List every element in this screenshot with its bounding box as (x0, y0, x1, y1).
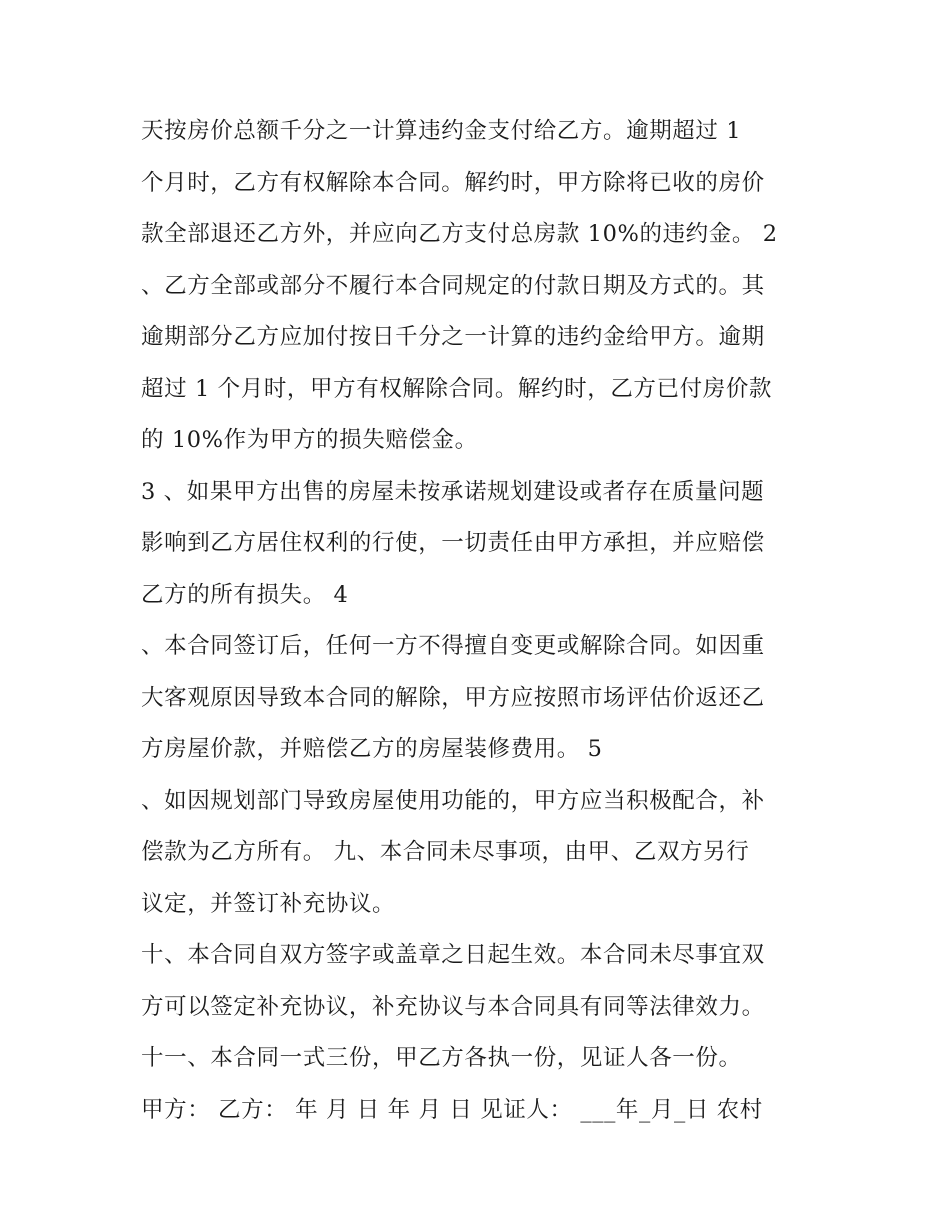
text-line-10: 乙方的所有损失。 4 (141, 581, 349, 608)
text-line-2: 个月时，乙方有权解除本合同。解约时，甲方除将已收的房价 (141, 169, 765, 196)
text-line-15: 偿款为乙方所有。 九、本合同未尽事项，由甲、乙双方另行 (141, 839, 750, 865)
text-line-16: 议定，并签订补充协议。 (141, 890, 396, 917)
signature-line: 甲方： 乙方： 年 月 日 年 月 日 见证人： ___年_月_日 农村 (141, 1096, 763, 1123)
text-line-5: 逾期部分乙方应加付按日千分之一计算的违约金给甲方。逾期 (141, 324, 765, 350)
text-line-7: 的 10%作为甲方的损失赔偿金。 (141, 427, 478, 453)
text-line-13: 方房屋价款，并赔偿乙方的房屋装修费用。 5 (141, 736, 603, 762)
text-line-11: 、本合同签订后，任何一方不得擅自变更或解除合同。如因重 (141, 633, 765, 659)
text-line-6: 超过 1 个月时，甲方有权解除合同。解约时，乙方已付房价款 (141, 375, 773, 402)
text-line-3: 款全部退还乙方外，并应向乙方支付总房款 10%的违约金。 2 (141, 221, 778, 247)
text-line-12: 大客观原因导致本合同的解除，甲方应按照市场评估价返还乙 (141, 684, 765, 711)
text-line-19: 十一、本合同一式三份，甲乙方各执一份，见证人各一份。 (141, 1045, 742, 1071)
text-line-18: 方可以签定补充协议，补充协议与本合同具有同等法律效力。 (141, 993, 765, 1020)
text-line-8: 3 、如果甲方出售的房屋未按承诺规划建设或者存在质量问题 (141, 478, 765, 505)
text-line-4: 、乙方全部或部分不履行本合同规定的付款日期及方式的。其 (141, 272, 765, 299)
text-line-17: 十、本合同自双方签字或盖章之日起生效。本合同未尽事宜双 (141, 942, 765, 968)
text-line-14: 、如因规划部门导致房屋使用功能的，甲方应当积极配合，补 (141, 787, 765, 814)
text-line-9: 影响到乙方居住权利的行使，一切责任由甲方承担，并应赔偿 (141, 530, 765, 556)
contract-body-text (141, 112, 821, 1142)
text-line-1: 天按房价总额千分之一计算违约金支付给乙方。逾期超过 1 (141, 118, 742, 144)
